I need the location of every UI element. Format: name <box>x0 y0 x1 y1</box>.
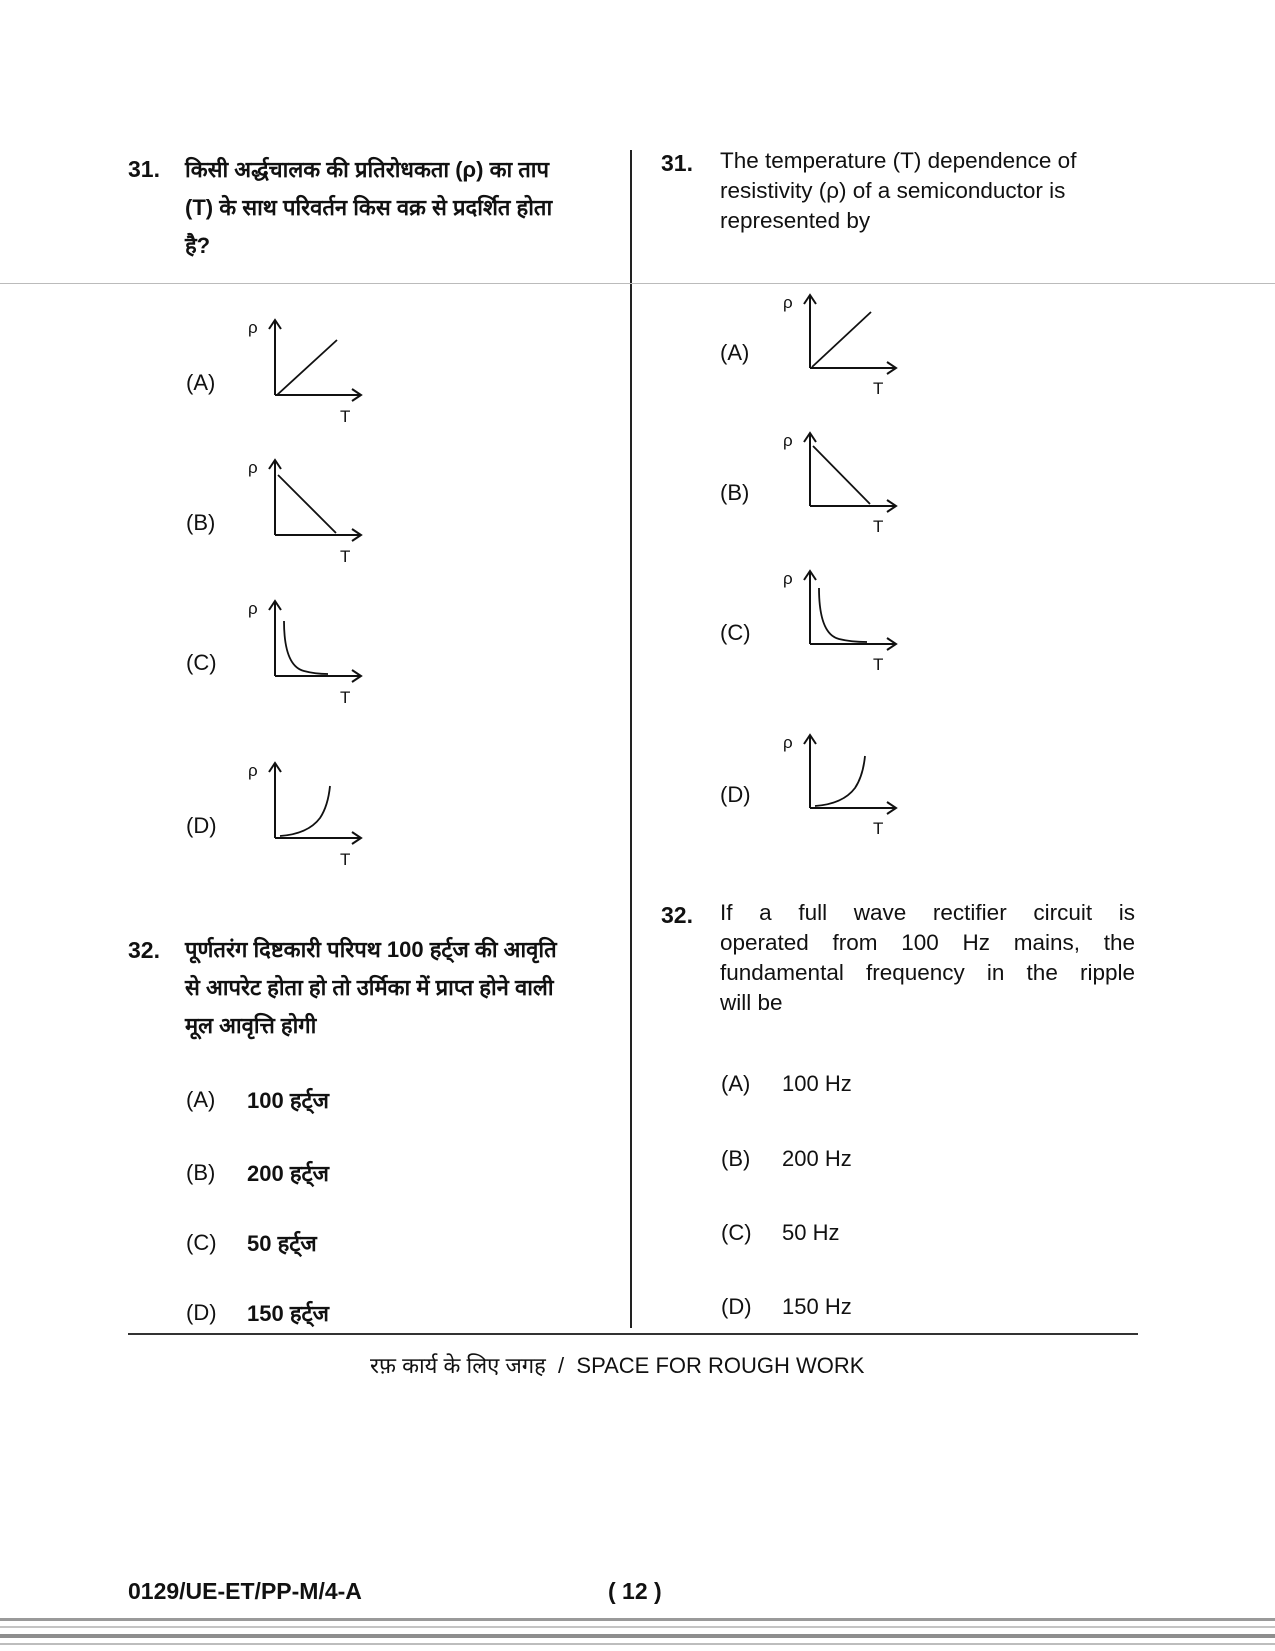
hindi-q31-line2: (T) के साथ परिवर्तन किस वक्र से प्रदर्शित होता <box>185 195 553 220</box>
english-q32-number: 32. <box>661 902 693 928</box>
english-q32-option-b-label: (B) <box>721 1146 751 1171</box>
english-q31-number: 31. <box>661 150 693 176</box>
graph-x-label: T <box>340 688 351 706</box>
graph-x-label: T <box>340 850 351 868</box>
hindi-q32-option-a-text: 100 हर्ट्ज <box>247 1088 329 1113</box>
page-number: ( 12 ) <box>608 1578 662 1604</box>
hindi-q32-line2: से आपरेट होता हो तो उर्मिका में प्राप्त होने वाली <box>185 975 554 1000</box>
hindi-q31-number: 31. <box>128 156 160 182</box>
rough-work-rule <box>128 1333 1138 1335</box>
english-q32-option-a-text: 100 Hz <box>782 1071 852 1096</box>
graph-y-label: ρ <box>248 599 258 618</box>
graph-y-label: ρ <box>783 293 793 312</box>
hindi-q32-line3: मूल आवृत्ति होगी <box>185 1013 317 1038</box>
english-q32-option-d-text: 150 Hz <box>782 1294 852 1319</box>
column-divider <box>630 150 632 1328</box>
graph-y-label: ρ <box>783 431 793 450</box>
hindi-q31-option-a-label: (A) <box>186 370 216 395</box>
english-q31-line1: The temperature (T) dependence of <box>720 148 1077 173</box>
scan-edge <box>0 1626 1275 1628</box>
scan-edge <box>0 1643 1275 1645</box>
hindi-q31-option-c-label: (C) <box>186 650 217 675</box>
english-q31-graph-d <box>775 730 905 840</box>
graph-x-label: T <box>873 819 884 838</box>
hindi-q32-option-d-label: (D) <box>186 1300 217 1325</box>
english-q31-option-d-label: (D) <box>720 782 751 807</box>
paper-code: 0129/UE-ET/PP-M/4-A <box>128 1578 362 1604</box>
english-q32-option-c-text: 50 Hz <box>782 1220 840 1245</box>
english-q31-option-a-label: (A) <box>720 340 750 365</box>
english-q32-option-a-label: (A) <box>721 1071 751 1096</box>
hindi-q31-graph-d <box>240 758 370 868</box>
hindi-q31-line1: किसी अर्द्धचालक की प्रतिरोधकता (ρ) का ताप <box>185 157 550 182</box>
rough-work-label: रफ़ कार्य के लिए जगह / SPACE FOR ROUGH WORK <box>370 1353 865 1378</box>
english-q32-option-c-label: (C) <box>721 1220 752 1245</box>
scan-edge <box>0 1618 1275 1621</box>
hindi-q32-option-d-text: 150 हर्ट्ज <box>247 1301 329 1326</box>
graph-x-label: T <box>873 517 884 536</box>
hindi-q31-option-b-label: (B) <box>186 510 216 535</box>
english-q32-line1: If a full wave rectifier circuit is <box>720 900 1135 925</box>
english-q32-line2: operated from 100 Hz mains, the <box>720 930 1135 955</box>
english-q31-option-b-label: (B) <box>720 480 750 505</box>
hindi-q31-graph-b <box>240 455 370 565</box>
hindi-q32-option-a-label: (A) <box>186 1087 216 1112</box>
english-q31-line3: represented by <box>720 208 871 233</box>
hindi-q32-option-c-label: (C) <box>186 1230 217 1255</box>
hindi-q31-line3: है? <box>185 233 211 258</box>
hindi-q32-line1: पूर्णतरंग दिष्टकारी परिपथ 100 हर्ट्ज की आवृति <box>185 937 557 962</box>
hindi-q32-option-c-text: 50 हर्ट्ज <box>247 1231 317 1256</box>
english-q32-option-d-label: (D) <box>721 1294 752 1319</box>
graph-x-label: T <box>340 407 351 425</box>
graph-y-label: ρ <box>248 458 258 477</box>
english-q32-line3: fundamental frequency in the ripple <box>720 960 1135 985</box>
graph-x-label: T <box>340 547 351 565</box>
graph-y-label: ρ <box>248 318 258 337</box>
graph-y-label: ρ <box>783 569 793 588</box>
english-q31-line2: resistivity (ρ) of a semiconductor is <box>720 178 1066 203</box>
graph-x-label: T <box>873 379 884 398</box>
graph-x-label: T <box>873 655 884 674</box>
hindi-q32-option-b-label: (B) <box>186 1160 216 1185</box>
hindi-q31-option-d-label: (D) <box>186 813 217 838</box>
hindi-q31-graph-a <box>240 315 370 425</box>
english-q31-graph-b <box>775 428 905 538</box>
scan-edge <box>0 1634 1275 1638</box>
english-q31-graph-c <box>775 566 905 676</box>
english-q31-graph-a <box>775 290 905 400</box>
english-q32-option-b-text: 200 Hz <box>782 1146 852 1171</box>
english-q32-line4: will be <box>720 990 783 1015</box>
hindi-q32-number: 32. <box>128 937 160 963</box>
graph-y-label: ρ <box>248 761 258 780</box>
hindi-q32-option-b-text: 200 हर्ट्ज <box>247 1161 329 1186</box>
hindi-q31-graph-c <box>240 596 370 706</box>
section-rule <box>0 283 1275 284</box>
english-q31-option-c-label: (C) <box>720 620 751 645</box>
graph-y-label: ρ <box>783 733 793 752</box>
